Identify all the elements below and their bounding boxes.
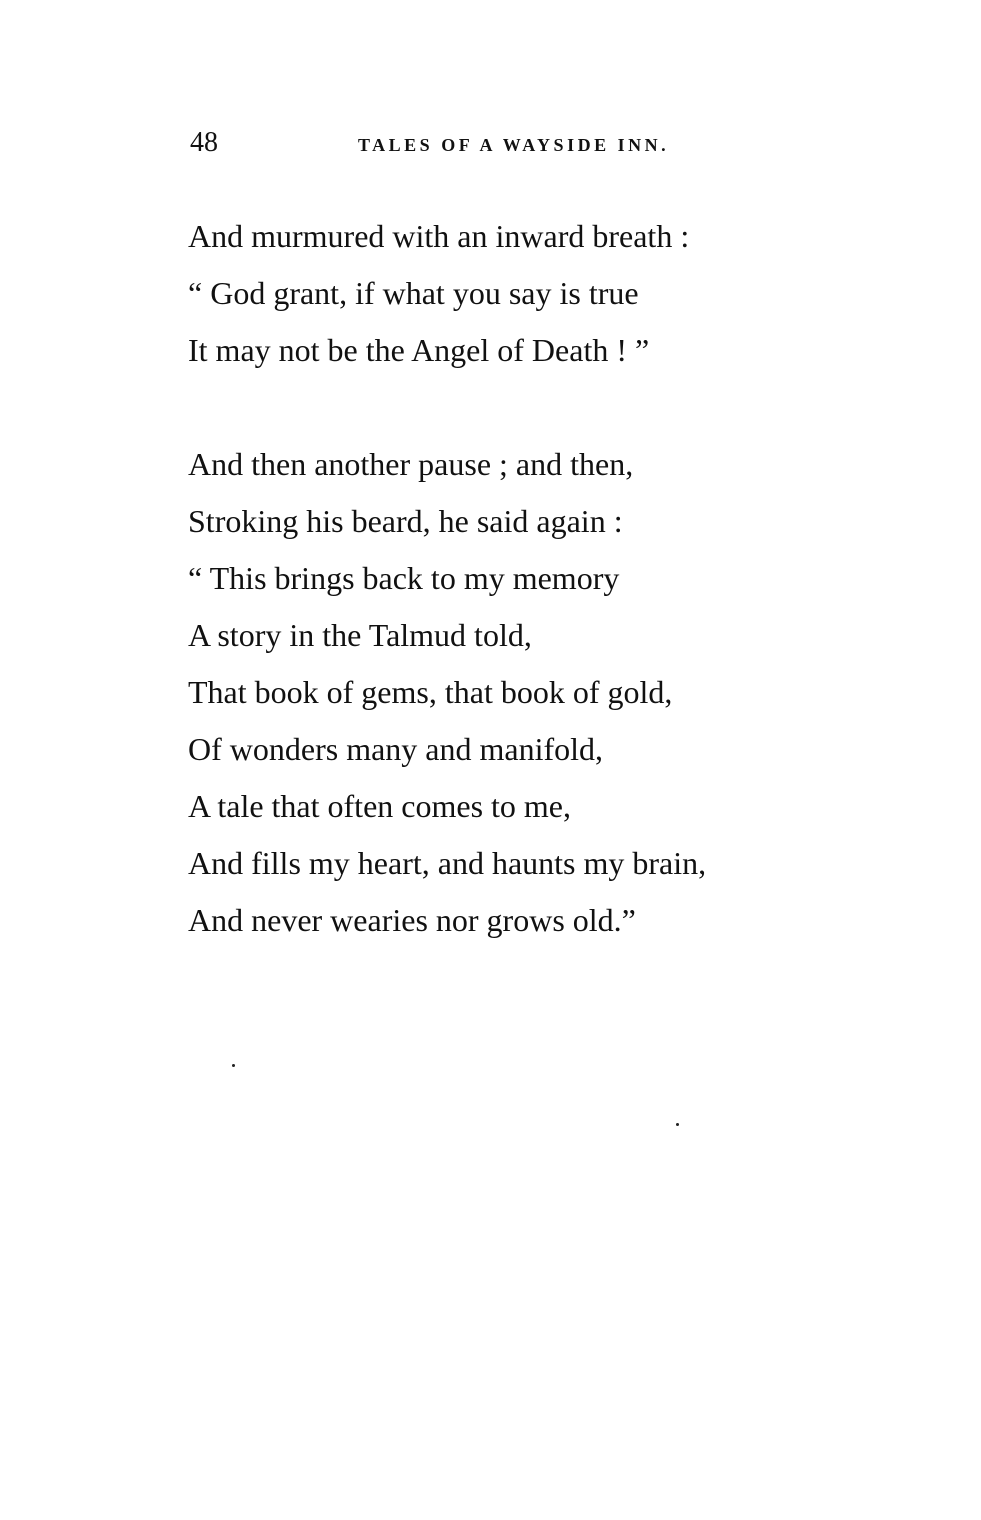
poem-line: And fills my heart, and haunts my brain, (188, 845, 707, 881)
poem-line: It may not be the Angel of Death ! ” (188, 332, 650, 368)
poem-line: And never wearies nor grows old.” (188, 902, 636, 938)
poem-line: A tale that often comes to me, (188, 788, 571, 824)
stanza-1 (188, 208, 888, 379)
print-speck (676, 1123, 679, 1126)
stanza-2 (188, 436, 888, 949)
poem-line: A story in the Talmud told, (188, 617, 532, 653)
poem-line: Stroking his beard, he said again : (188, 503, 623, 539)
poem-line: Of wonders many and manifold, (188, 731, 604, 767)
running-head (190, 126, 750, 160)
poem-line: And then another pause ; and then, (188, 446, 634, 482)
poem-line: And murmured with an inward breath : (188, 218, 690, 254)
poem-line: “ This brings back to my memory (188, 560, 620, 596)
poem-text (188, 208, 888, 949)
running-title: TALES OF A WAYSIDE INN. (358, 135, 670, 155)
poem-line: “ God grant, if what you say is true (188, 275, 639, 311)
page-number: 48 (190, 127, 218, 158)
poem-line: That book of gems, that book of gold, (188, 674, 673, 710)
print-speck (232, 1064, 235, 1067)
